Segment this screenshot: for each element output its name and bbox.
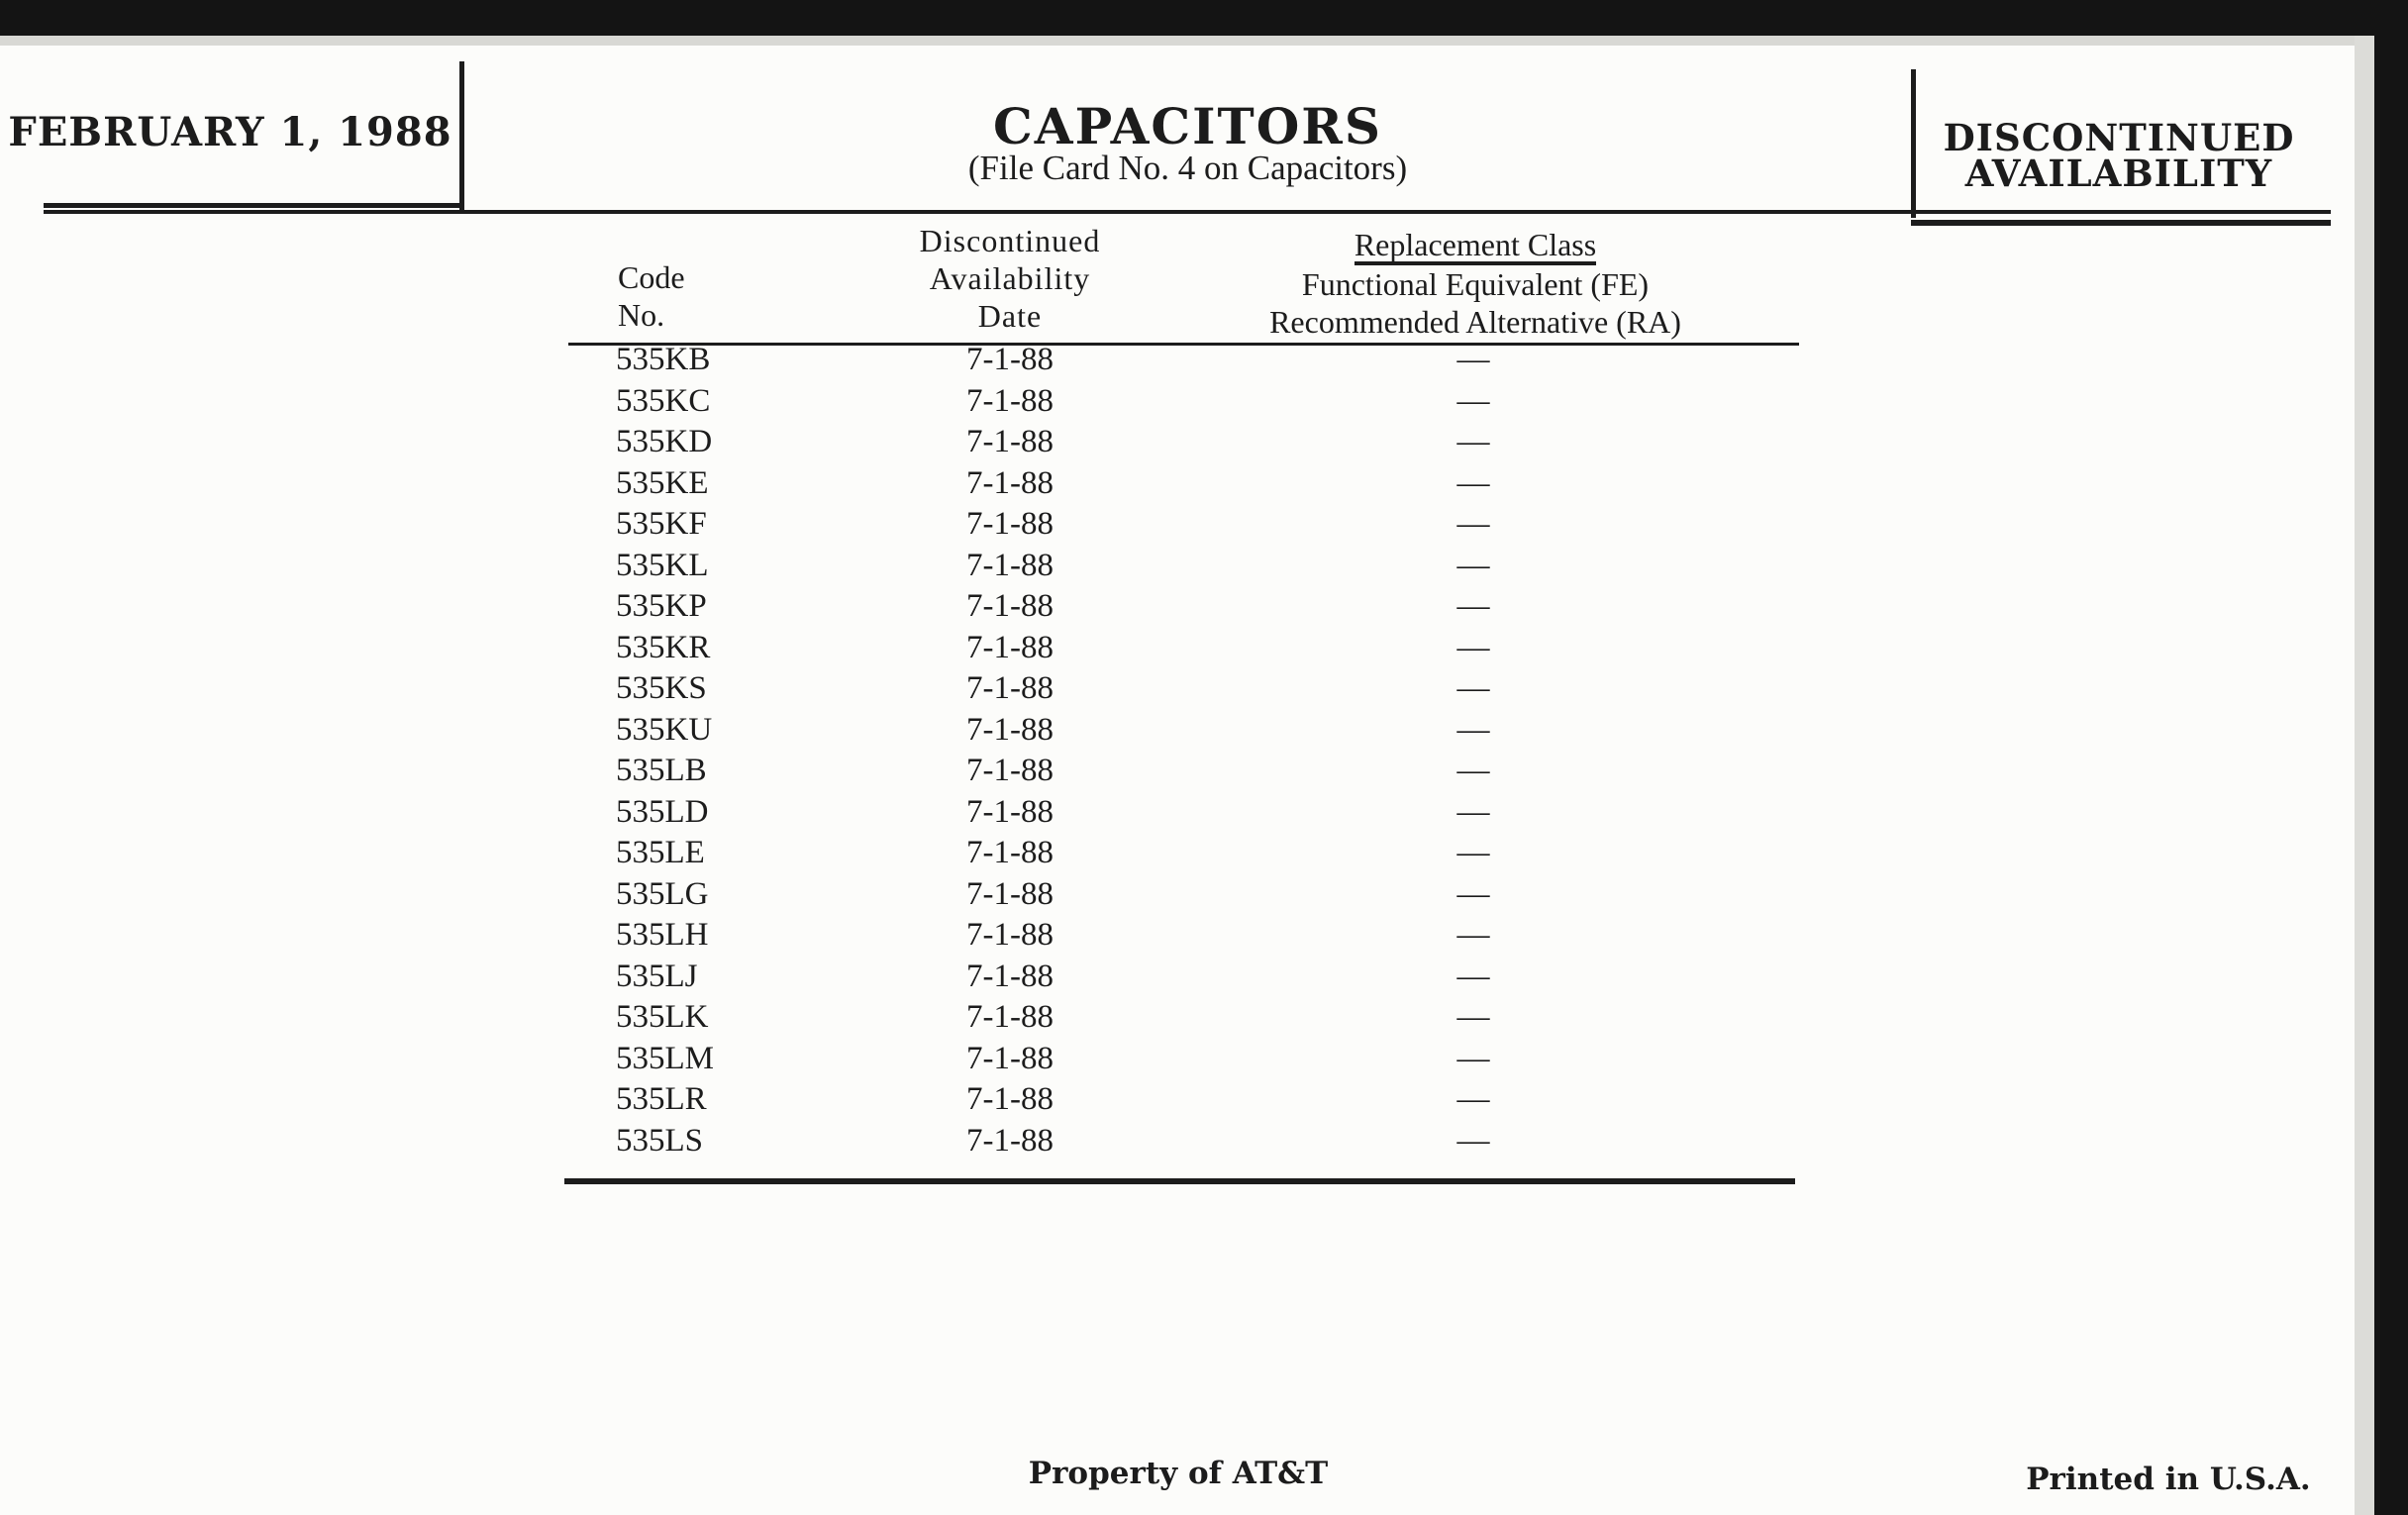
cell-code: 535KF <box>616 506 707 542</box>
cell-date: 7-1-88 <box>966 999 1054 1035</box>
scan-background <box>2374 0 2408 1515</box>
column-header-date-line3: Date <box>977 298 1043 334</box>
cell-replacement: — <box>1456 670 1490 706</box>
cell-replacement: — <box>1456 464 1490 501</box>
cell-code: 535LS <box>616 1122 704 1159</box>
cell-date: 7-1-88 <box>966 547 1054 583</box>
page-subtitle: (File Card No. 4 on Capacitors) <box>967 149 1408 187</box>
cell-replacement: — <box>1456 793 1490 830</box>
cell-replacement: — <box>1456 999 1490 1035</box>
cell-date: 7-1-88 <box>966 958 1054 994</box>
cell-code: 535KS <box>616 670 707 706</box>
cell-date: 7-1-88 <box>966 753 1054 788</box>
table-row <box>0 1123 1980 1164</box>
table-row <box>0 959 1980 1000</box>
cell-code: 535LH <box>616 917 709 953</box>
status-line-2: AVAILABILITY <box>1964 152 2273 195</box>
cell-code: 535LR <box>616 1081 707 1117</box>
footer-property: Property of AT&T <box>1028 1456 1329 1491</box>
table-row <box>0 917 1980 959</box>
cell-code: 535KC <box>616 382 711 419</box>
table-row <box>0 1081 1980 1123</box>
table-row <box>0 548 1980 589</box>
table-row <box>0 383 1980 425</box>
cell-code: 535KL <box>616 547 709 583</box>
status-line-1: DISCONTINUED <box>1943 116 2295 159</box>
cell-replacement: — <box>1456 629 1490 665</box>
column-header-date-line1: Discontinued <box>919 223 1101 258</box>
table-bottom-rule <box>564 1178 1795 1184</box>
cell-date: 7-1-88 <box>966 342 1054 377</box>
column-header-rep-line2: Functional Equivalent (FE) <box>1301 266 1650 302</box>
table-row <box>0 712 1980 754</box>
column-header-rep-line1: Replacement Class <box>1354 228 1596 265</box>
cell-code: 535KP <box>616 588 707 624</box>
cell-date: 7-1-88 <box>966 382 1054 419</box>
table-row <box>0 1041 1980 1082</box>
cell-date: 7-1-88 <box>966 711 1054 748</box>
column-header-code-line1: Code <box>618 259 685 295</box>
cell-replacement: — <box>1456 1081 1490 1117</box>
cell-replacement: — <box>1456 547 1490 583</box>
cell-replacement: — <box>1456 958 1490 994</box>
table-row <box>0 465 1980 507</box>
cell-replacement: — <box>1456 875 1490 912</box>
cell-date: 7-1-88 <box>966 506 1054 542</box>
column-header-date <box>852 222 1168 335</box>
column-header-date-line2: Availability <box>929 260 1091 296</box>
cell-code: 535LG <box>616 875 709 912</box>
cell-replacement: — <box>1456 711 1490 748</box>
cell-date: 7-1-88 <box>966 1122 1054 1159</box>
cell-date: 7-1-88 <box>966 875 1054 912</box>
cell-code: 535LJ <box>616 958 698 994</box>
cell-replacement: — <box>1456 1040 1490 1076</box>
cell-date: 7-1-88 <box>966 1081 1054 1117</box>
cell-date: 7-1-88 <box>966 835 1054 870</box>
column-header-rep-line3: Recommended Alternative (RA) <box>1269 304 1681 340</box>
cell-replacement: — <box>1456 753 1490 788</box>
table-row <box>0 794 1980 836</box>
cell-replacement: — <box>1456 1122 1490 1159</box>
cell-code: 535LE <box>616 835 705 870</box>
table-row <box>0 876 1980 918</box>
cell-replacement: — <box>1456 424 1490 459</box>
header-rule-right <box>1911 220 2331 226</box>
cell-replacement: — <box>1456 588 1490 624</box>
table-row <box>0 424 1980 465</box>
cell-replacement: — <box>1456 382 1490 419</box>
cell-code: 535LD <box>616 793 709 830</box>
cell-code: 535KE <box>616 464 709 501</box>
cell-code: 535KD <box>616 424 713 459</box>
cell-code: 535KB <box>616 342 711 377</box>
column-header-code-line2: No. <box>618 297 665 333</box>
table-row <box>0 835 1980 876</box>
cell-date: 7-1-88 <box>966 670 1054 706</box>
cell-date: 7-1-88 <box>966 793 1054 830</box>
cell-date: 7-1-88 <box>966 588 1054 624</box>
card-date: FEBRUARY 1, 1988 <box>8 109 452 155</box>
table-row <box>0 342 1980 383</box>
column-header-code <box>618 258 685 334</box>
cell-code: 535KR <box>616 629 711 665</box>
cell-replacement: — <box>1456 835 1490 870</box>
header-rule-left <box>44 203 464 208</box>
table-row <box>0 999 1980 1041</box>
cell-replacement: — <box>1456 342 1490 377</box>
table-row <box>0 753 1980 794</box>
cell-replacement: — <box>1456 506 1490 542</box>
cell-date: 7-1-88 <box>966 424 1054 459</box>
table-row <box>0 506 1980 548</box>
cell-code: 535LK <box>616 999 709 1035</box>
cell-date: 7-1-88 <box>966 629 1054 665</box>
cell-replacement: — <box>1456 917 1490 953</box>
table-row <box>0 670 1980 712</box>
cell-code: 535LM <box>616 1040 714 1076</box>
column-header-replacement <box>1168 226 1782 341</box>
cell-date: 7-1-88 <box>966 464 1054 501</box>
page-title: CAPACITORS <box>993 97 1382 155</box>
table-row <box>0 588 1980 630</box>
cell-date: 7-1-88 <box>966 917 1054 953</box>
card-edge-strip <box>2355 36 2374 1515</box>
footer-printed: Printed in U.S.A. <box>2026 1462 2311 1497</box>
table-row <box>0 630 1980 671</box>
cell-code: 535KU <box>616 711 713 748</box>
cell-date: 7-1-88 <box>966 1040 1054 1076</box>
header-rule-main <box>44 210 2331 214</box>
cell-code: 535LB <box>616 753 707 788</box>
card-top-shade <box>0 36 2374 46</box>
